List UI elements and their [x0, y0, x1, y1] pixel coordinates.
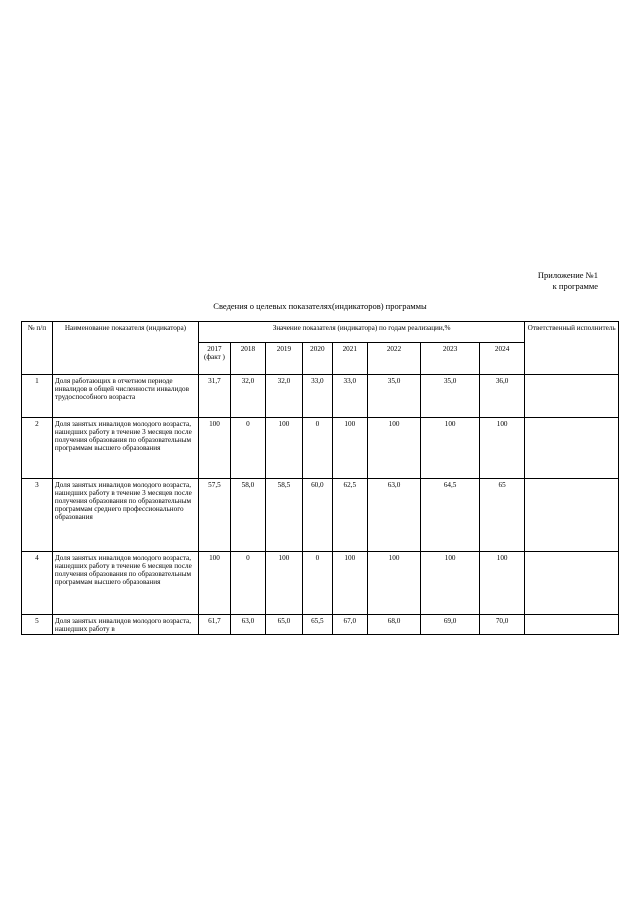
header-year-2018: 2018: [230, 343, 265, 375]
row-value: 0: [230, 552, 265, 615]
row-value: 63,0: [367, 479, 421, 552]
row-responsible: [525, 418, 619, 479]
row-value: 100: [479, 552, 524, 615]
header-year-2019: 2019: [265, 343, 302, 375]
document-title: Сведения о целевых показателях(индикаторов) программы: [213, 301, 427, 311]
header-year-2017: 2017 (факт ): [199, 343, 231, 375]
row-value: 35,0: [421, 375, 480, 418]
row-value: 100: [421, 418, 480, 479]
row-value: 100: [199, 418, 231, 479]
table-row: [22, 375, 619, 418]
row-value: 68,0: [367, 615, 421, 635]
row-value: 100: [367, 552, 421, 615]
row-value: 31,7: [199, 375, 231, 418]
row-value: 100: [332, 552, 367, 615]
header-year-2020: 2020: [302, 343, 332, 375]
row-value: 33,0: [302, 375, 332, 418]
row-responsible: [525, 615, 619, 635]
row-num: 1: [22, 375, 53, 418]
row-value: 100: [479, 418, 524, 479]
appendix-label: [538, 270, 598, 292]
row-value: 58,5: [265, 479, 302, 552]
row-value: 65,5: [302, 615, 332, 635]
header-responsible: Ответственный исполнитель: [525, 322, 619, 375]
header-year-2022: 2022: [367, 343, 421, 375]
row-value: 64,5: [421, 479, 480, 552]
row-num: 3: [22, 479, 53, 552]
row-num: 2: [22, 418, 53, 479]
row-name: Доля занятых инвалидов молодого возраста, нашедших работу в течение 3 месяцев после получения образования по образовательным программам среднего профессионального образования: [52, 479, 198, 552]
row-value: 100: [332, 418, 367, 479]
table-row: [22, 552, 619, 615]
table-row: [22, 479, 619, 552]
table-row: [22, 615, 619, 635]
header-year-2021: 2021: [332, 343, 367, 375]
row-name: Доля работающих в отчетном периоде инвалидов в общей численности инвалидов трудоспособного возраста: [52, 375, 198, 418]
row-name: Доля занятых инвалидов молодого возраста, нашедших работу в течение 6 месяцев после получения образования по образовательным программам высшего образования: [52, 552, 198, 615]
indicators-table: [21, 321, 619, 635]
row-value: 60,0: [302, 479, 332, 552]
row-num: 5: [22, 615, 53, 635]
row-value: 65,0: [265, 615, 302, 635]
row-value: 36,0: [479, 375, 524, 418]
row-num: 4: [22, 552, 53, 615]
row-value: 100: [367, 418, 421, 479]
row-value: 100: [421, 552, 480, 615]
row-value: 63,0: [230, 615, 265, 635]
row-value: 67,0: [332, 615, 367, 635]
row-value: 32,0: [230, 375, 265, 418]
row-name: Доля занятых инвалидов молодого возраста, нашедших работу в: [52, 615, 198, 635]
row-value: 32,0: [265, 375, 302, 418]
appendix-line-1: Приложение №1: [537, 270, 598, 280]
row-value: 58,0: [230, 479, 265, 552]
row-value: 69,0: [421, 615, 480, 635]
row-value: 0: [302, 418, 332, 479]
header-year-2023: 2023: [421, 343, 480, 375]
row-name: Доля занятых инвалидов молодого возраста, нашедших работу в течение 3 месяцев после получения образования по образовательным программам высшего образования: [52, 418, 198, 479]
row-value: 100: [199, 552, 231, 615]
row-responsible: [525, 375, 619, 418]
header-values: Значение показателя (индикатора) по годам реализации,%: [199, 322, 525, 343]
row-value: 61,7: [199, 615, 231, 635]
header-name: Наименование показателя (индикатора): [52, 322, 198, 375]
row-value: 0: [230, 418, 265, 479]
row-responsible: [525, 552, 619, 615]
row-value: 65: [479, 479, 524, 552]
row-value: 100: [265, 552, 302, 615]
row-value: 33,0: [332, 375, 367, 418]
row-responsible: [525, 479, 619, 552]
row-value: 100: [265, 418, 302, 479]
row-value: 70,0: [479, 615, 524, 635]
row-value: 62,5: [332, 479, 367, 552]
row-value: 0: [302, 552, 332, 615]
table-row: [22, 418, 619, 479]
row-value: 57,5: [199, 479, 231, 552]
row-value: 35,0: [367, 375, 421, 418]
header-year-2024: 2024: [479, 343, 524, 375]
header-num: № п/п: [22, 322, 53, 375]
appendix-line-2: к программе: [552, 281, 598, 291]
